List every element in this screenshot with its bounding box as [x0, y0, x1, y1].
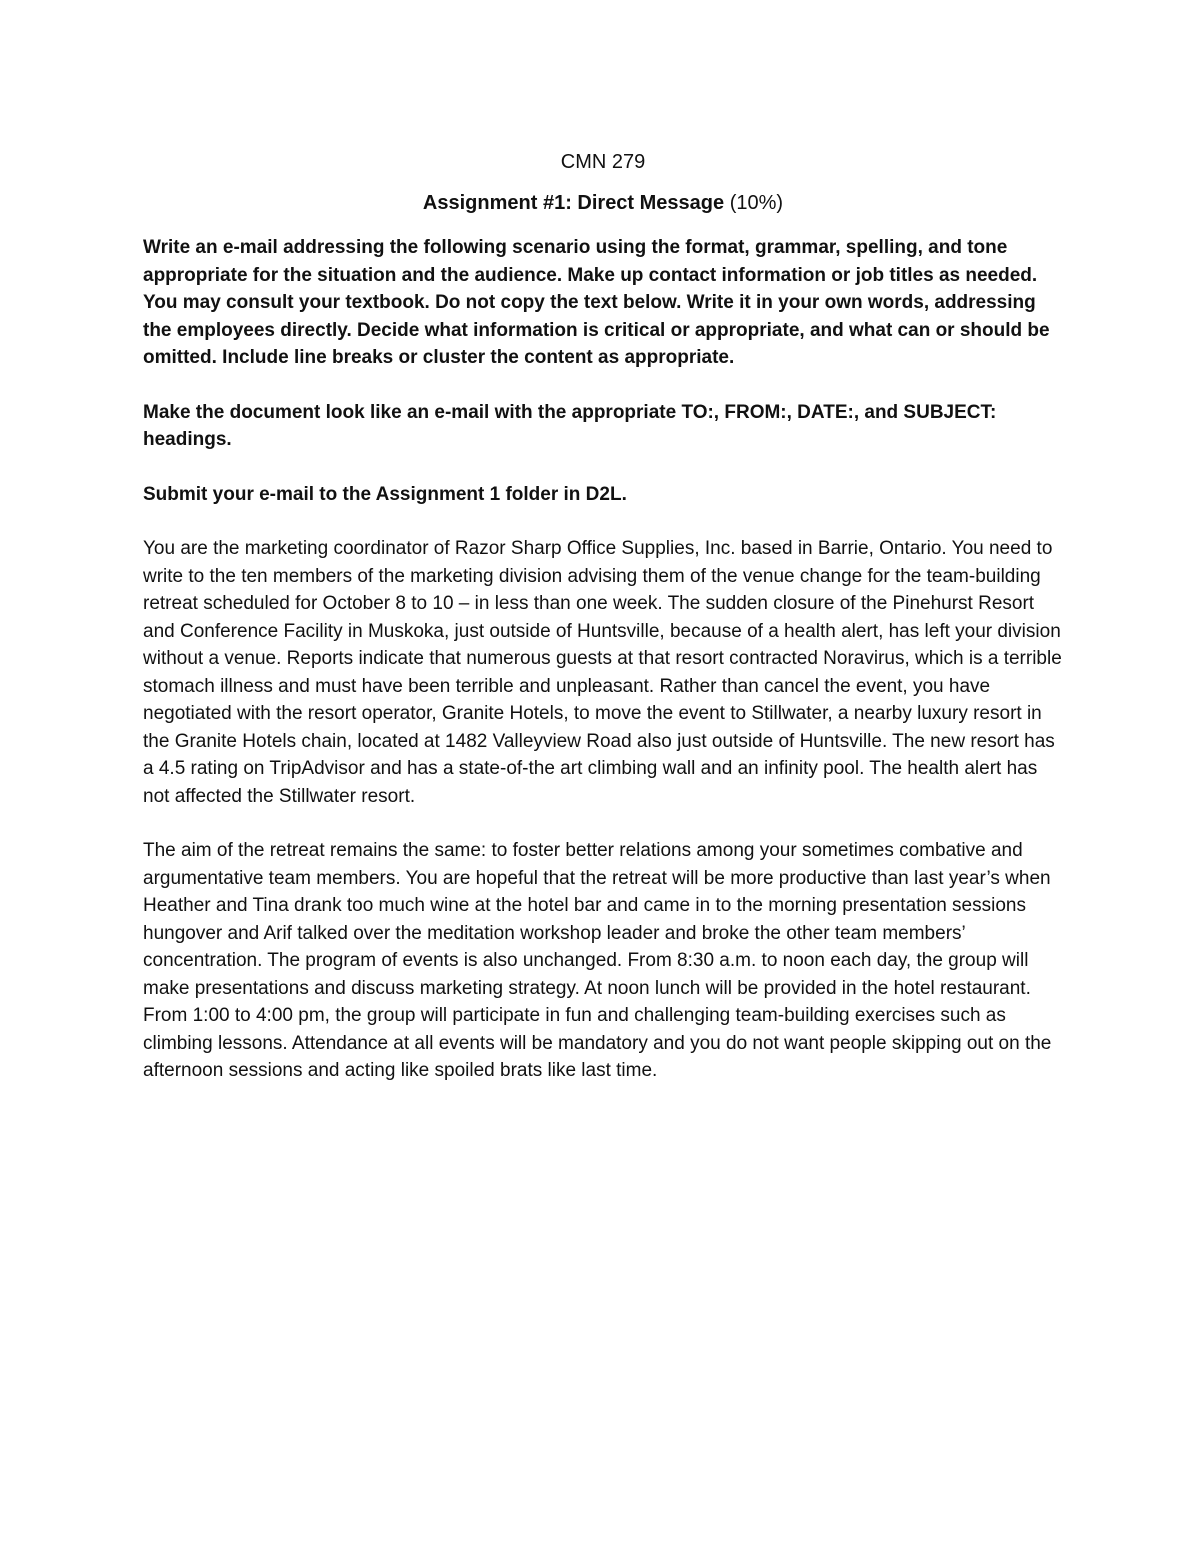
course-code: CMN 279 — [560, 151, 646, 173]
assignment-title — [143, 189, 1063, 217]
assignment-title-text: Assignment #1: Direct Message — [422, 192, 725, 214]
submission-instructions: Submit your e-mail to the Assignment 1 folder in D2L. — [143, 483, 627, 505]
assignment-weight: (10%) — [729, 192, 784, 214]
document-content — [143, 148, 1063, 1085]
instructions-paragraph: Write an e-mail addressing the following scenario using the format, grammar, spelling, and tone appropriate for the situation and the audience. Make up contact information or job titles as needed. You may consult your textbook. Do not copy the text below. Write it in your own words, addressing the employees directly. Decide what information is critical or appropriate, and what can or should be omitted. Include line breaks or cluster the content as appropriate. — [143, 237, 1050, 368]
scenario-paragraph-1: You are the marketing coordinator of Razor Sharp Office Supplies, Inc. based in Barrie, Ontario. You need to write to the ten members of the marketing division advising them of the venue change for the team-building retreat scheduled for October 8 to 10 – in less than one week. The sudden closure of the Pinehurst Resort and Conference Facility in Muskoka, just outside of Huntsville, because of a health alert, has left your division without a venue. Reports indicate that numerous guests at that resort contracted Noravirus, which is a terrible stomach illness and must have been terrible and unpleasant. Rather than cancel the event, you have negotiated with the resort operator, Granite Hotels, to move the event to Stillwater, a nearby luxury resort in the Granite Hotels chain, located at 1482 Valleyview Road also just outside of Huntsville. The new resort has a 4.5 rating on TripAdvisor and has a state-of-the art climbing wall and an infinity pool. The health alert has not affected the Stillwater resort. — [143, 538, 1062, 807]
format-instructions: Make the document look like an e-mail with the appropriate TO:, FROM:, DATE:, and SUBJECT: headings. — [143, 401, 997, 450]
scenario-paragraph-2: The aim of the retreat remains the same: to foster better relations among your sometimes combative and argumentative team members. You are hopeful that the retreat will be more productive than last year’s when Heather and Tina drank too much wine at the hotel bar and came in to the morning presentation sessions hungover and Arif talked over the meditation workshop leader and broke the other team members’ concentration. The program of events is also unchanged. From 8:30 a.m. to noon each day, the group will make presentations and discuss marketing strategy. At noon lunch will be provided in the hotel restaurant. From 1:00 to 4:00 pm, the group will participate in fun and challenging team-building exercises such as climbing lessons. Attendance at all events will be mandatory and you do not want people skipping out on the afternoon sessions and acting like spoiled brats like last time. — [143, 840, 1052, 1081]
